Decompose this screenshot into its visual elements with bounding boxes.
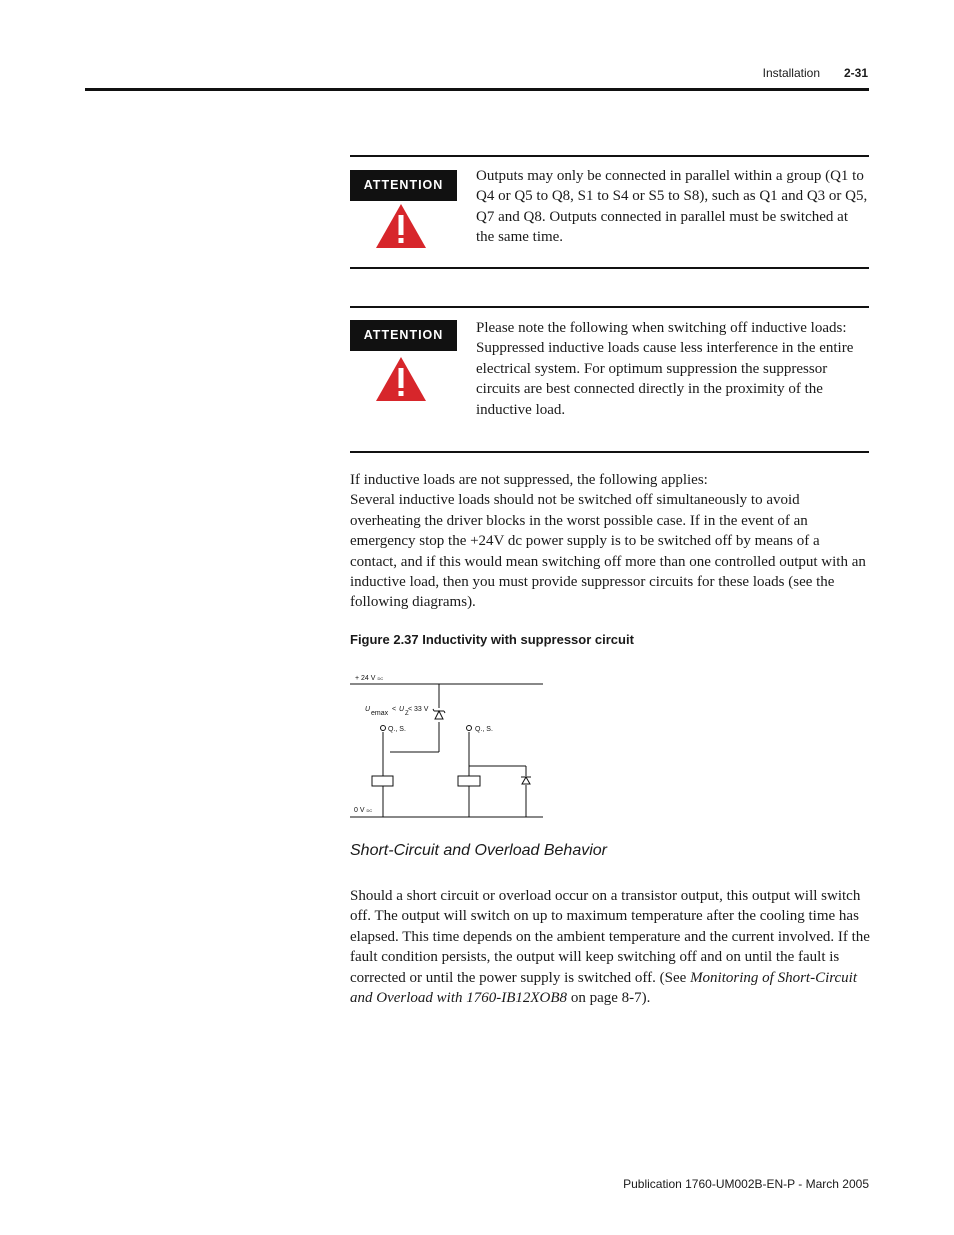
body-line-1: If inductive loads are not suppressed, the following applies: — [350, 472, 708, 488]
attention-text — [476, 318, 868, 420]
attention-box-1 — [350, 155, 869, 269]
page-footer: Publication 1760-UM002B-EN-P - March 2005 — [623, 1177, 869, 1191]
page-header — [0, 66, 868, 84]
svg-text:<: < — [392, 706, 397, 713]
warning-icon — [375, 203, 427, 249]
attention-badge: ATTENTION — [350, 320, 457, 351]
svg-text:Q., S.: Q., S. — [475, 726, 493, 733]
relay-coil-2 — [458, 776, 480, 786]
body-paragraph-1 — [350, 470, 870, 613]
diode-icon — [521, 777, 531, 784]
cross-reference-link[interactable]: Monitoring of Short-Circuit and Overload with 1760-IB12XOB8 — [350, 969, 858, 1007]
attention-box-2 — [350, 306, 869, 453]
svg-text:0 VDC: 0 V DC — [354, 807, 373, 814]
relay-coil-1 — [372, 776, 393, 786]
zener-diode-icon — [433, 709, 445, 719]
header-section: Installation — [762, 66, 820, 80]
body-paragraph-2: Should a short circuit or overload occur on a transistor output, this output will switch off. The output will switch on up to maximum temperature after the cooling time has elapsed. This time depends on the ambient temperature and the current involved. If the fault condition persists, the output will keep switching off and on until the fault is corrected or until the power supply is switched off. (See Monitoring of Short-Circuit and Overload with 1760-IB12XOB8 on page 8-7). — [350, 888, 870, 1007]
svg-text:U: U — [399, 706, 405, 713]
attention-badge: ATTENTION — [350, 170, 457, 201]
svg-text:emax: emax — [371, 710, 389, 717]
attention-line-1: Please note the following when switching off inductive loads: — [476, 320, 847, 336]
warning-icon — [375, 356, 427, 402]
svg-text:< 33 V: < 33 V — [408, 706, 429, 713]
svg-text:Z: Z — [405, 711, 409, 717]
attention-line-2: Suppressed inductive loads cause less interference in the entire electrical system. For optimum suppression the suppressor circuits are best connected directly in the proximity of the inductive load. — [476, 340, 854, 418]
svg-text:+ 24 VDC: + 24 V DC — [355, 675, 384, 682]
svg-text:U: U — [365, 706, 371, 713]
header-rule — [85, 88, 869, 91]
attention-text: Outputs may only be connected in parallel within a group (Q1 to Q4 or Q5 to Q8, S1 to S4 or S5 to S8), such as Q1 and Q3 or Q5, Q7 and Q8. Outputs connected in parallel must be switched at the same time. — [476, 168, 868, 246]
body-line-2: Several inductive loads should not be switched off simultaneously to avoid overheating the driver blocks in the worst possible case. If in the event of an emergency stop the +24V dc power supply is to be switched off by means of a contact, and if this would mean switching off more than one controlled output with an inductive load, then you must provide suppressor circuits for these loads (see the following diagrams). — [350, 492, 866, 611]
section-subheading: Short-Circuit and Overload Behavior — [350, 842, 608, 859]
figure-caption: Figure 2.37 Inductivity with suppressor circuit — [350, 632, 634, 647]
suppressor-circuit-diagram — [350, 666, 550, 826]
header-page-number: 2-31 — [843, 66, 868, 80]
svg-text:Q., S.: Q., S. — [388, 726, 406, 733]
